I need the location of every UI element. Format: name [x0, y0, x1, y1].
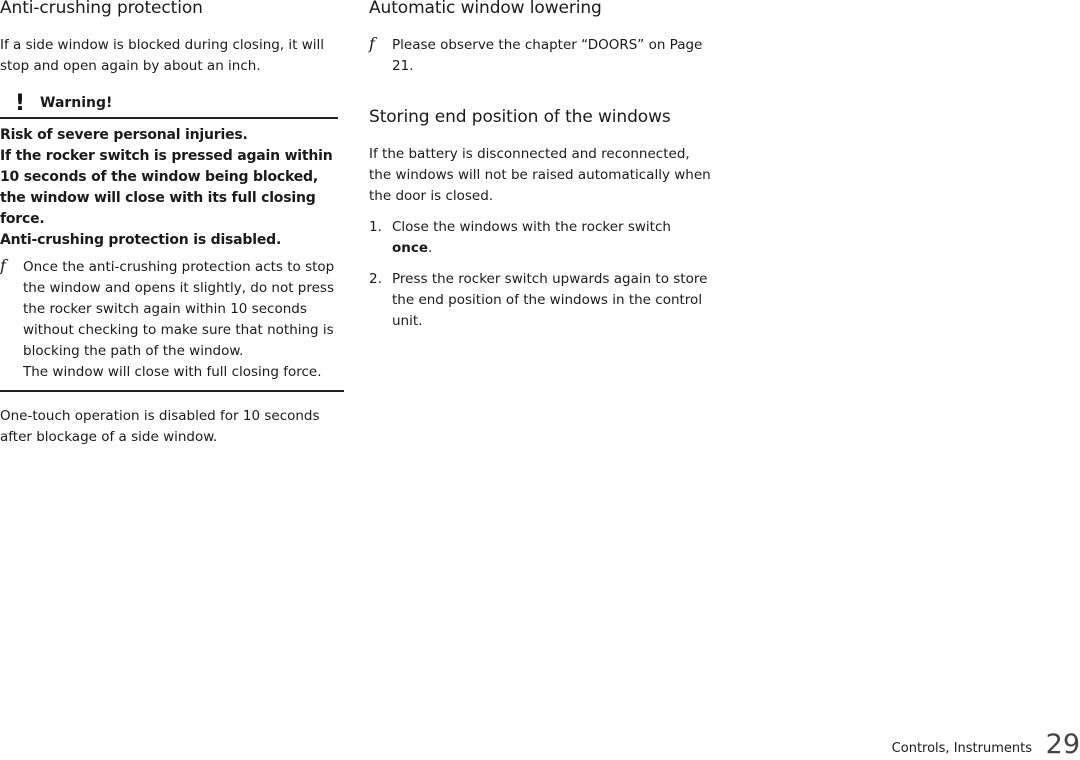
- bullet-text: Please observe the chapter “DOORS” on Page 21.: [392, 37, 703, 74]
- bullet-mark: f: [0, 256, 6, 275]
- warning-line-1: Risk of severe personal injuries.: [0, 127, 248, 143]
- step-bold: once: [392, 240, 429, 256]
- bullet-text-2: The window will close with full closing force.: [23, 364, 322, 380]
- intro-paragraph: If the battery is disconnected and reconnected, the windows will not be raised automatically when the door is closed.: [369, 146, 711, 204]
- page-footer: [840, 724, 1080, 760]
- footer-section: Controls, Instruments: [891, 741, 1032, 756]
- warning-label: Warning!: [40, 95, 113, 111]
- svg-text:!: !: [15, 91, 26, 113]
- bullet-mark: f: [369, 34, 375, 53]
- steps-list: [369, 217, 714, 332]
- bullet-text: Once the anti-crushing protection acts to stop the window and opens it slightly, do not press the rocker switch again within 10 seconds without checking to make sure that nothing is blocking the path of the window.: [23, 259, 335, 359]
- subsection-title: Storing end position of the windows: [369, 107, 671, 127]
- warning-header: [0, 91, 338, 119]
- list-item: [369, 269, 714, 332]
- section-title: Anti-crushing protection: [0, 0, 203, 18]
- reference-bullet: [369, 35, 714, 77]
- list-item: [369, 217, 714, 259]
- warning-line-2: If the rocker switch is pressed again within 10 seconds of the window being blocked, the window will close with its full closing force.: [0, 148, 333, 227]
- section-title: Automatic window lowering: [369, 0, 602, 18]
- warning-divider: [0, 390, 344, 392]
- after-paragraph: One-touch operation is disabled for 10 seconds after blockage of a side window.: [0, 408, 320, 445]
- step-text: Close the windows with the rocker switch: [392, 219, 671, 235]
- step-number: 1.: [369, 219, 382, 235]
- step-number: 2.: [369, 271, 382, 287]
- warning-triangle-icon: [2, 91, 32, 113]
- intro-paragraph: If a side window is blocked during closing, it will stop and open again by about an inch.: [0, 37, 325, 74]
- right-column: [369, 0, 714, 342]
- warning-line-3: Anti-crushing protection is disabled.: [0, 232, 282, 248]
- warning-bullet: [0, 257, 344, 383]
- page-number: 29: [1045, 729, 1080, 760]
- warning-body: [0, 125, 344, 251]
- step-text: Press the rocker switch upwards again to store the end position of the windows in the control unit.: [392, 271, 708, 329]
- step-end: .: [428, 240, 433, 256]
- left-column: [0, 0, 344, 448]
